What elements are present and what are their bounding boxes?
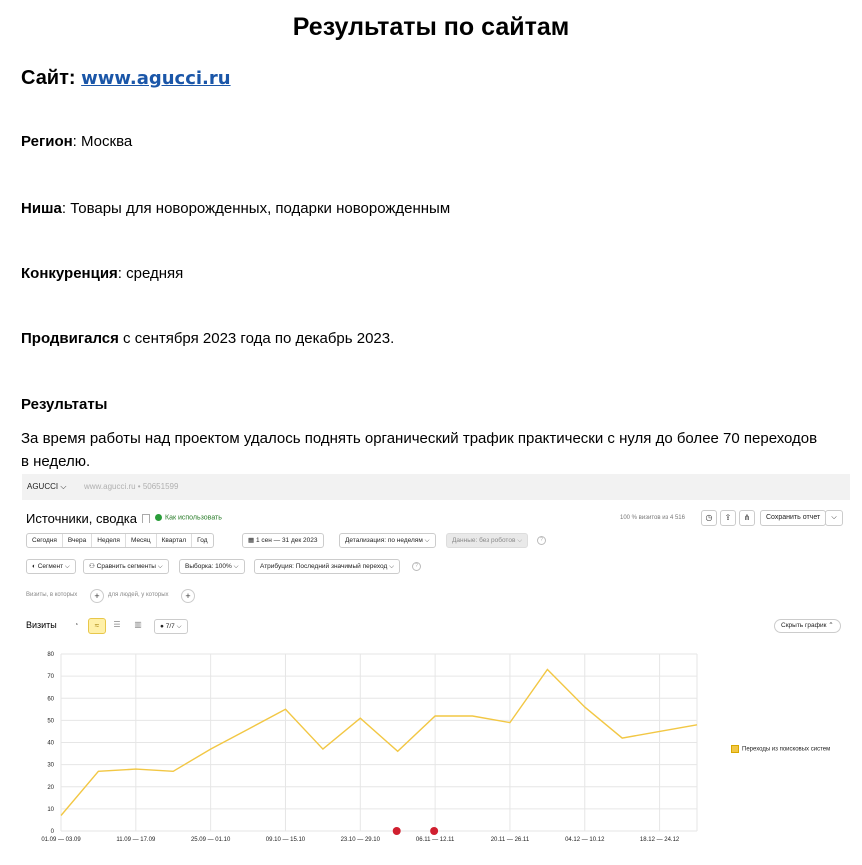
segment-icon: ◐ xyxy=(32,563,38,570)
x-tick-label: 06.11 — 12.11 xyxy=(415,837,455,843)
page-title: Результаты по сайтам xyxy=(292,13,570,41)
y-tick-label: 70 xyxy=(47,674,54,681)
x-tick-label: 25.09 — 01.10 xyxy=(190,837,231,843)
bookmark-icon[interactable] xyxy=(142,514,150,523)
pie-chart-icon[interactable]: ◔ xyxy=(73,620,79,629)
region-label: Регион xyxy=(21,133,73,150)
site-line xyxy=(21,67,231,90)
competition-value: : средняя xyxy=(117,265,184,282)
info-icon xyxy=(155,514,162,521)
metric-label[interactable]: Визиты xyxy=(26,620,57,630)
add-visit-filter-button[interactable]: + xyxy=(90,589,104,603)
period-selector xyxy=(26,533,214,548)
save-report-button[interactable]: Сохранить отчет xyxy=(760,510,826,526)
region-value: : Москва xyxy=(72,133,133,150)
save-menu-chevron-icon[interactable]: ⌵ xyxy=(825,510,843,526)
howto-link[interactable] xyxy=(155,514,222,521)
period-month[interactable]: Месяц xyxy=(126,534,157,547)
series-dot-icon: ● xyxy=(160,623,166,630)
period-yesterday[interactable]: Вчера xyxy=(63,534,92,547)
share-icon[interactable]: ⋔ xyxy=(739,510,755,526)
clock-icon[interactable]: ◷ xyxy=(701,510,717,526)
date-range-label: 1 сен — 31 дек 2023 xyxy=(255,537,318,544)
x-tick-label: 23.10 — 29.10 xyxy=(340,837,380,843)
area-chart-icon[interactable]: ☰ xyxy=(113,620,121,629)
y-tick-label: 10 xyxy=(47,806,54,813)
niche-label: Ниша xyxy=(21,200,62,217)
filter-people-label: для людей, у которых xyxy=(108,592,169,598)
results-heading: Результаты xyxy=(21,396,108,413)
y-tick-label: 80 xyxy=(47,652,54,658)
filter-visits-label: Визиты, в которых xyxy=(26,592,78,598)
series-select[interactable] xyxy=(154,619,188,634)
y-tick-label: 20 xyxy=(47,784,54,791)
niche-line xyxy=(21,198,450,220)
niche-value: : Товары для новорожденных, подарки новорожденным xyxy=(61,200,451,217)
y-tick-label: 50 xyxy=(47,718,54,725)
line-chart-icon[interactable]: ≈ xyxy=(88,618,106,634)
compare-icon: ⚇ xyxy=(89,563,97,570)
x-tick-label: 04.12 — 10.12 xyxy=(565,837,605,843)
promoted-line xyxy=(21,328,394,350)
promoted-label: Продвигался xyxy=(21,330,119,347)
segment-button[interactable] xyxy=(26,559,76,574)
x-tick-label: 11.09 — 17.09 xyxy=(116,837,156,843)
help-icon[interactable]: ? xyxy=(412,562,421,571)
counter-id: www.agucci.ru • 50651599 xyxy=(84,482,179,491)
x-tick-label: 09.10 — 15.10 xyxy=(265,837,306,843)
metrika-topbar xyxy=(22,474,850,500)
compare-label: Сравнить сегменты ⌵ xyxy=(96,563,163,570)
site-link[interactable]: www.agucci.ru xyxy=(81,68,231,89)
date-range-picker[interactable] xyxy=(242,533,324,548)
region-line xyxy=(21,131,132,153)
attribution-select[interactable]: Атрибуция: Последний значимый переход ⌵ xyxy=(254,559,400,574)
event-marker xyxy=(393,827,401,835)
bar-chart-icon[interactable]: ▥ xyxy=(134,620,142,629)
y-tick-label: 40 xyxy=(47,740,54,747)
legend-label: Переходы из поисковых систем xyxy=(742,746,831,753)
data-filter-select[interactable]: Данные: без роботов ⌵ xyxy=(446,533,528,548)
counter-selector[interactable]: AGUCCI ⌵ xyxy=(27,482,67,491)
competition-label: Конкуренция xyxy=(21,265,118,282)
x-tick-label: 18.12 — 24.12 xyxy=(639,837,680,843)
report-title: Источники, сводка xyxy=(26,511,137,526)
y-tick-label: 30 xyxy=(47,762,54,769)
compare-segments-button[interactable] xyxy=(83,559,169,574)
hide-chart-button[interactable]: Скрыть график ⌃ xyxy=(774,619,841,633)
howto-label: Как использовать xyxy=(165,514,222,522)
legend-swatch xyxy=(731,745,739,753)
period-year[interactable]: Год xyxy=(197,537,208,544)
site-label: Сайт: xyxy=(21,67,76,89)
metrika-screenshot xyxy=(22,474,850,865)
visits-line-chart xyxy=(22,644,722,865)
detail-select[interactable]: Детализация: по неделям ⌵ xyxy=(339,533,436,548)
period-week[interactable]: Неделя xyxy=(92,534,126,547)
competition-line xyxy=(21,263,183,285)
segment-label: Сегмент ⌵ xyxy=(37,563,70,570)
add-people-filter-button[interactable]: + xyxy=(181,589,195,603)
x-tick-label: 01.09 — 03.09 xyxy=(41,837,81,843)
export-icon[interactable]: ⇪ xyxy=(720,510,736,526)
event-marker xyxy=(430,827,438,835)
period-quarter[interactable]: Квартал xyxy=(157,534,193,547)
sample-select[interactable]: Выборка: 100% ⌵ xyxy=(179,559,245,574)
visits-share: 100 % визитов из 4 516 xyxy=(620,515,685,521)
y-tick-label: 0 xyxy=(50,829,54,835)
results-text: За время работы над проектом удалось поднять органический трафик практически с нуля до более 70 переходов в неделю. xyxy=(21,430,818,470)
series-count: 7/7 ⌵ xyxy=(165,623,182,630)
help-icon[interactable]: ? xyxy=(537,536,546,545)
y-tick-label: 60 xyxy=(47,696,54,703)
chart-legend[interactable] xyxy=(731,745,830,753)
x-tick-label: 20.11 — 26.11 xyxy=(490,837,530,843)
calendar-icon: ▦ xyxy=(248,537,256,544)
promoted-value: с сентября 2023 года по декабрь 2023. xyxy=(118,330,395,347)
period-today[interactable]: Сегодня xyxy=(27,534,63,547)
